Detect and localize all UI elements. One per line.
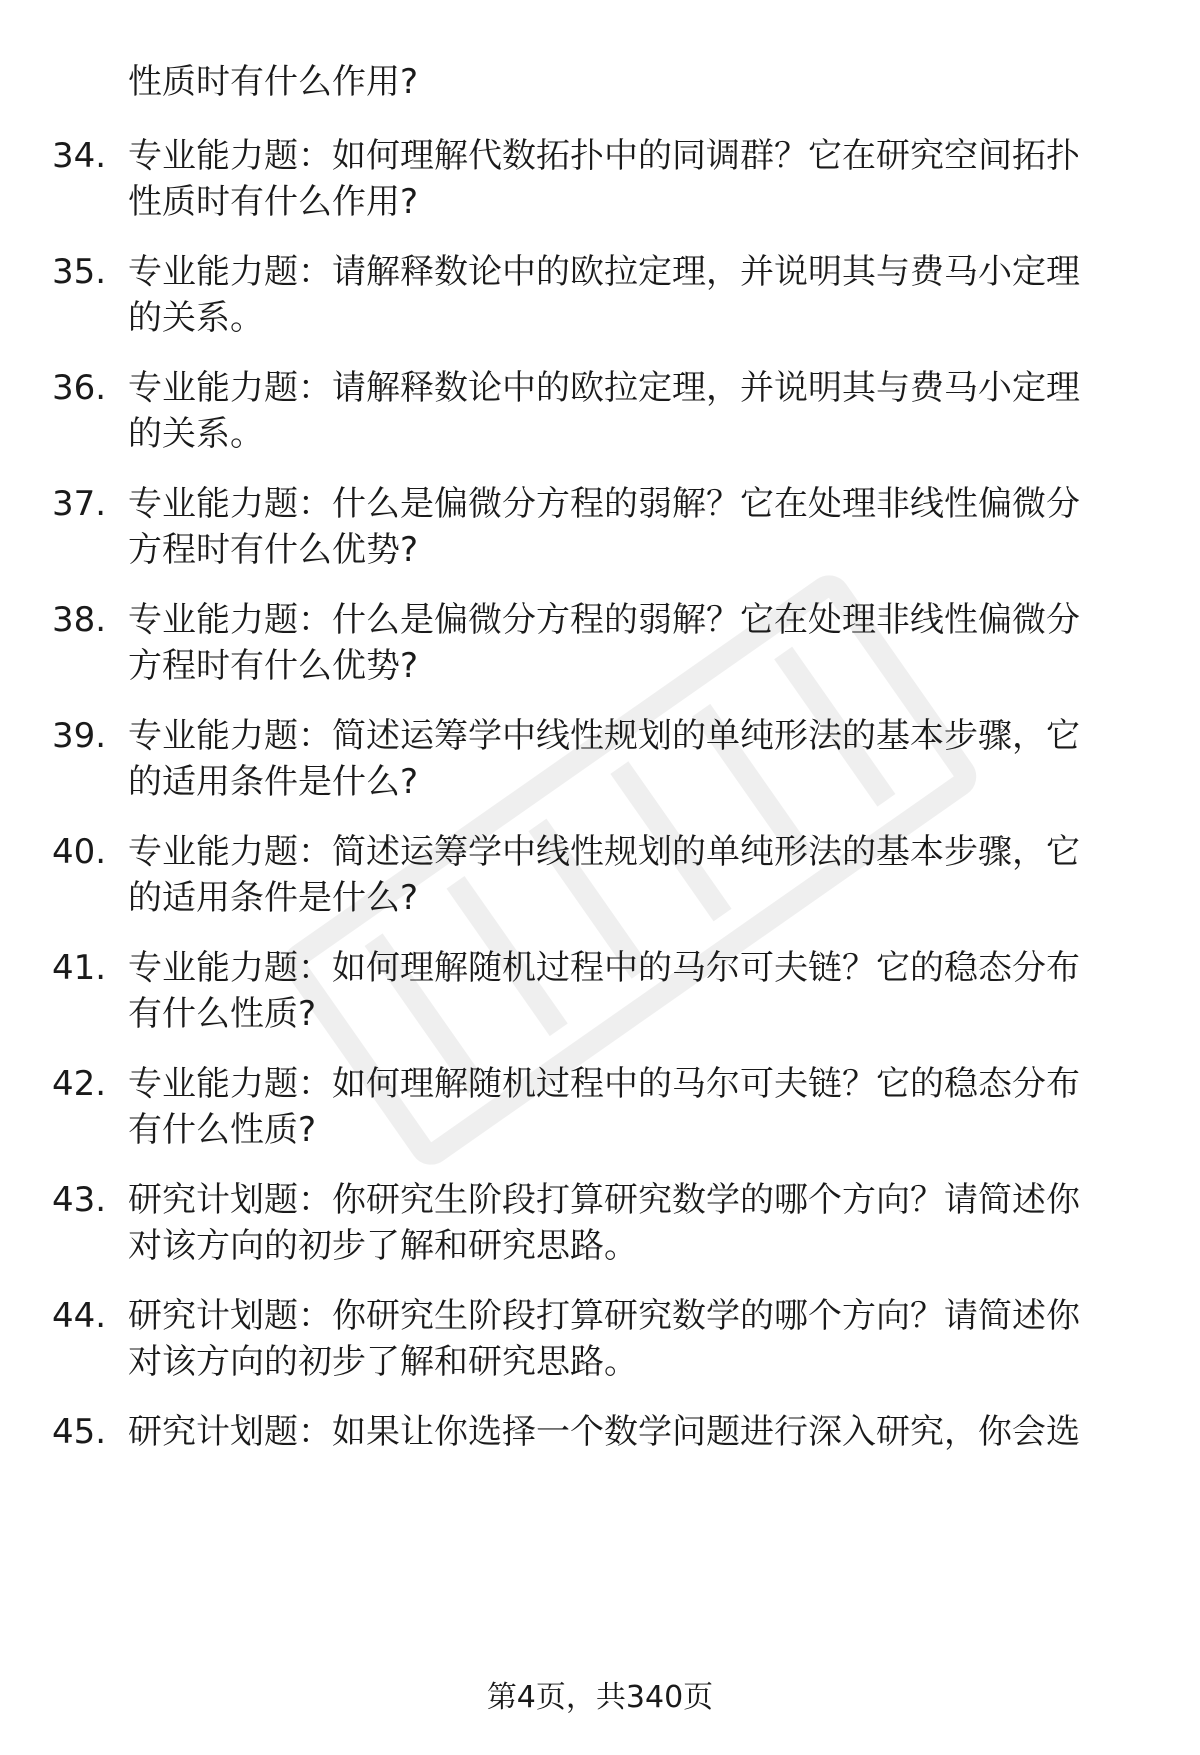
item-text-line-1: 研究计划题：你研究生阶段打算研究数学的哪个方向？请简述你 (128, 1296, 1080, 1336)
item-text-line-1: 专业能力题：什么是偏微分方程的弱解？它在处理非线性偏微分 (128, 484, 1080, 524)
item-number: 42. (52, 1064, 107, 1104)
item-text-line-1: 专业能力题：如何理解随机过程中的马尔可夫链？它的稳态分布 (128, 948, 1080, 988)
item-number: 41. (52, 948, 107, 988)
item-number: 39. (52, 716, 107, 756)
item-text-line-1: 专业能力题：简述运筹学中线性规划的单纯形法的基本步骤，它 (128, 832, 1080, 872)
item-text-line-2: 性质时有什么作用? (128, 182, 419, 222)
item-number: 44. (52, 1296, 107, 1336)
item-number: 35. (52, 252, 107, 292)
item-number: 37. (52, 484, 107, 524)
item-text-line-2: 方程时有什么优势? (128, 530, 419, 570)
continuation-line: 性质时有什么作用? (128, 62, 419, 102)
item-text-line-1: 专业能力题：请解释数论中的欧拉定理，并说明其与费马小定理 (128, 252, 1080, 292)
item-number: 34. (52, 136, 107, 176)
item-text-line-2: 方程时有什么优势? (128, 646, 419, 686)
item-text-line-1: 研究计划题：你研究生阶段打算研究数学的哪个方向？请简述你 (128, 1180, 1080, 1220)
item-text-line-2: 有什么性质? (128, 1110, 317, 1150)
item-text-line-2: 对该方向的初步了解和研究思路。 (128, 1342, 638, 1382)
item-text-line-2: 的适用条件是什么? (128, 762, 419, 802)
item-text-line-1: 研究计划题：如果让你选择一个数学问题进行深入研究，你会选 (128, 1412, 1080, 1452)
item-text-line-1: 专业能力题：如何理解随机过程中的马尔可夫链？它的稳态分布 (128, 1064, 1080, 1104)
item-text-line-2: 有什么性质? (128, 994, 317, 1034)
item-text-line-1: 专业能力题：简述运筹学中线性规划的单纯形法的基本步骤，它 (128, 716, 1080, 756)
item-number: 43. (52, 1180, 107, 1220)
item-text-line-2: 的适用条件是什么? (128, 878, 419, 918)
item-text-line-2: 的关系。 (128, 414, 264, 454)
item-number: 45. (52, 1412, 107, 1452)
item-text-line-1: 专业能力题：请解释数论中的欧拉定理，并说明其与费马小定理 (128, 368, 1080, 408)
item-number: 36. (52, 368, 107, 408)
item-text-line-1: 专业能力题：什么是偏微分方程的弱解？它在处理非线性偏微分 (128, 600, 1080, 640)
item-text-line-2: 的关系。 (128, 298, 264, 338)
page-footer: 第4页，共340页 (486, 1680, 714, 1715)
item-text-line-1: 专业能力题：如何理解代数拓扑中的同调群？它在研究空间拓扑 (128, 136, 1080, 176)
item-text-line-2: 对该方向的初步了解和研究思路。 (128, 1226, 638, 1266)
item-number: 40. (52, 832, 107, 872)
item-number: 38. (52, 600, 107, 640)
